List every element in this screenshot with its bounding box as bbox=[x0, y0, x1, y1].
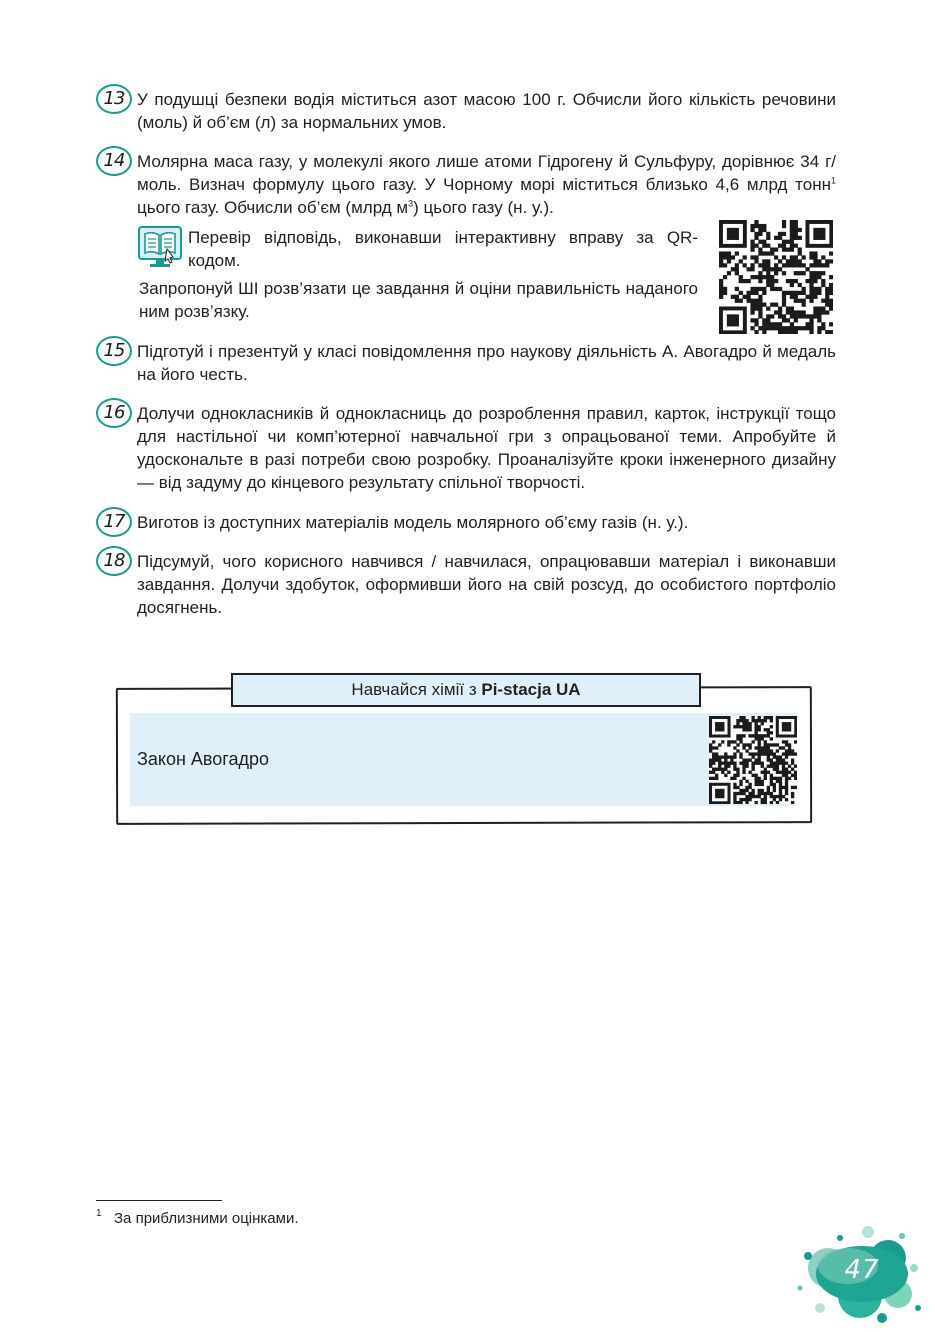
task-16-text: Долучи однокласників й однокласниць до розроблення правил, карток, інструкції тощо для настільної чи комп’ютерної навчальної гри з опрацьованої теми. Апробуйте й удоскональте в разі потреби свою розробку. Проаналізуйте кроки інженерного дизайну — від задуму до кінцевого результату спільної творчості. bbox=[137, 404, 836, 492]
task-14-text: Молярна маса газу, у молекулі якого лише атоми Гідрогену й Сульфуру, дорівнює 34 г/моль. Визнач формулу цього газу. У Чорному морі міститься близько 4,6 млрд тонн$^1$ цього газу. Обчисли об’єм (млрд $м^3$) цього газу (н. у.). bbox=[137, 152, 836, 217]
footnote-divider bbox=[96, 1200, 222, 1201]
resource-link-avogadro[interactable]: Закон Авогадро bbox=[137, 749, 269, 769]
task-number-15: 15 bbox=[96, 336, 132, 366]
task-13-text: У подушці безпеки водія міститься азот масою 100 г. Обчисли його кількість речовини (моль) й об’єм (л) за нормальних умов. bbox=[137, 90, 836, 132]
task-number-18: 18 bbox=[96, 546, 132, 576]
footnote-ref: 1 bbox=[830, 175, 836, 186]
footnote-text: За приблизними оцінками. bbox=[114, 1210, 299, 1227]
qr-code-icon[interactable] bbox=[709, 716, 797, 804]
qr-code-icon[interactable] bbox=[719, 220, 833, 334]
task-number-14: 14 bbox=[96, 146, 132, 176]
check-answer-text: Перевір відповідь, виконавши інтерактивну вправу за QR-кодом. bbox=[188, 228, 698, 270]
task-18-text: Підсумуй, чого корисного навчився / навчилася, опрацювавши матеріал і виконавши завдання. Долучи здобуток, оформивши його на свій розсуд, до особистого портфоліо досягнень. bbox=[137, 552, 836, 617]
page-number: 47 bbox=[844, 1255, 880, 1285]
unit-exponent: 3 bbox=[408, 198, 414, 209]
task-17-text: Виготов із доступних матеріалів модель молярного об’єму газів (н. у.). bbox=[137, 513, 689, 532]
ai-task-text: Запропонуй ШІ розв’язати це завдання й оціни правильність наданого ним розв’язку. bbox=[139, 279, 698, 321]
task-15-text: Підготуй і презентуй у класі повідомлення про наукову діяльність А. Авогадро й медаль на його честь. bbox=[137, 342, 836, 384]
task-number-16: 16 bbox=[96, 398, 132, 428]
book-screen-icon bbox=[137, 225, 183, 269]
resource-box-title: Навчайся хімії з Pi-stacja UA bbox=[231, 673, 701, 707]
footnote-mark: 1 bbox=[96, 1208, 102, 1219]
task-number-17: 17 bbox=[96, 507, 132, 537]
task-number-13: 13 bbox=[96, 84, 132, 114]
